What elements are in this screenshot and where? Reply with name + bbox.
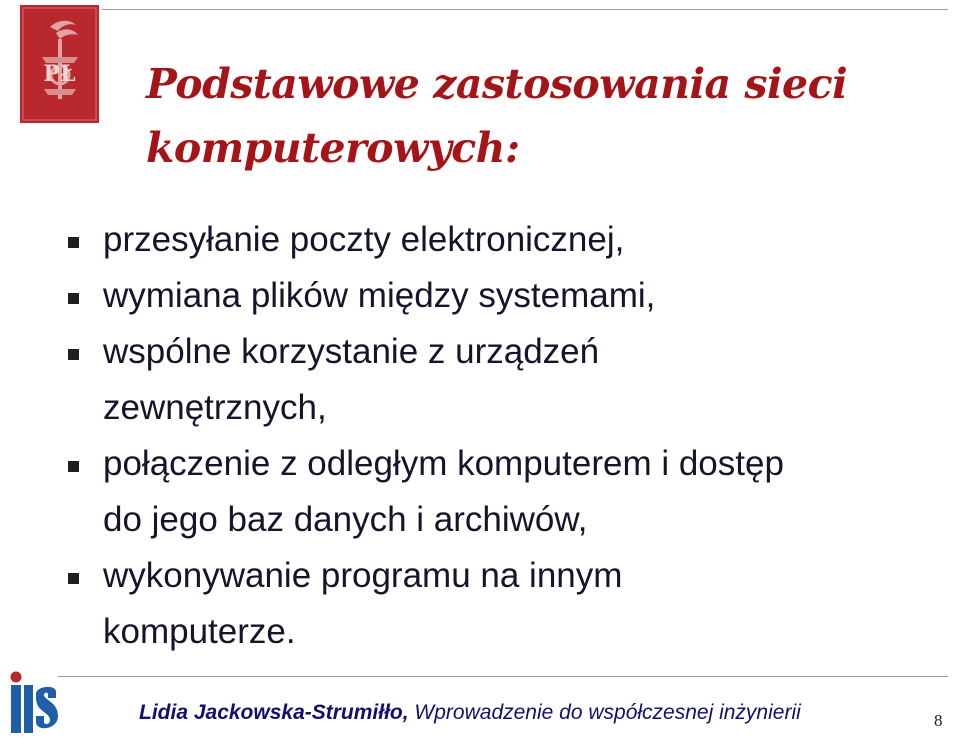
bullet-text: wspólne korzystanie z urządzeń [103,332,600,371]
bullet-item-remote-access [68,436,948,548]
square-bullet-icon [68,573,79,584]
title-line-2: komputerowych: [146,124,520,172]
bullet-text: wymiana plików między systemami, [103,276,656,315]
footer-author: Lidia Jackowska-Strumiłło, [139,701,409,724]
bullet-item-file-exchange [68,268,948,324]
bullet-item-email [68,212,948,268]
square-bullet-icon [68,237,79,248]
square-bullet-icon [68,461,79,472]
footer-text [139,700,801,726]
bullet-text-continued: zewnętrznych, [103,388,327,427]
bullet-item-remote-execution [68,548,948,660]
bullet-list [68,212,948,660]
institute-logo-icon [4,670,60,736]
title-line-1: Podstawowe zastosowania sieci [146,60,848,108]
bullet-text: połączenie z odległym komputerem i dostęp [103,444,784,483]
bullet-text: przesyłanie poczty elektronicznej, [103,220,625,259]
page-number: 8 [934,711,943,730]
bullet-text-continued: do jego baz danych i archiwów, [103,500,588,539]
bullet-text-continued: komputerze. [103,612,296,651]
slide-title [146,52,936,180]
bullet-item-shared-devices [68,324,948,436]
university-logo-icon [20,5,99,123]
square-bullet-icon [68,349,79,360]
bullet-text: wykonywanie programu na innym [103,556,623,595]
institute-logo-text: IIS [32,734,34,735]
footer-course: Wprowadzenie do współczesnej inżynierii [408,701,801,724]
university-logo-text: PŁ [43,61,76,87]
bottom-divider [58,676,948,677]
top-divider [102,9,948,10]
square-bullet-icon [68,293,79,304]
